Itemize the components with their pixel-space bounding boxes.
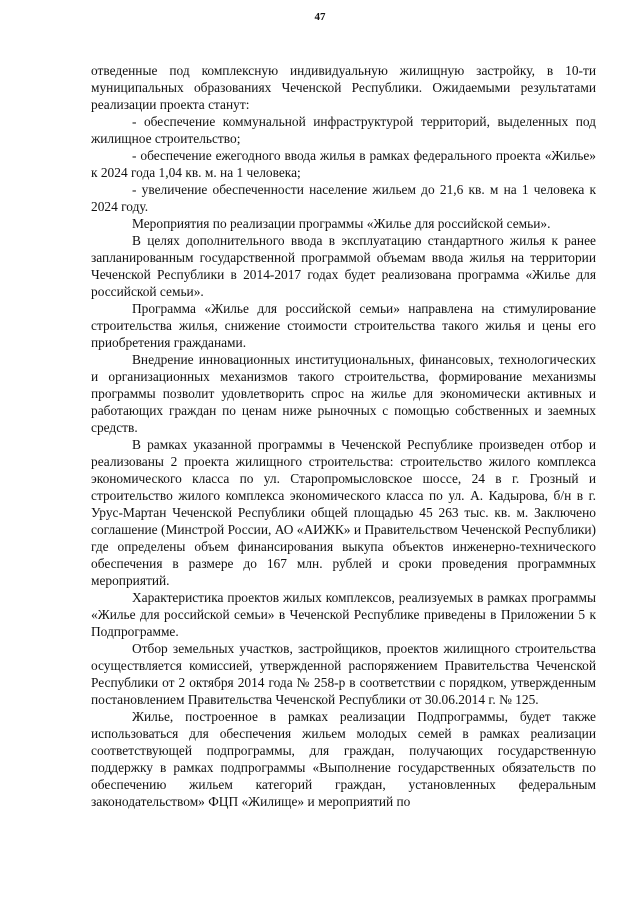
list-item-infrastructure: - обеспечение коммунальной инфраструктурой территорий, выделенных под жилищное строительство; <box>91 114 596 146</box>
page-number: 47 <box>314 11 326 23</box>
paragraph-program-purpose: Программа «Жилье для российской семьи» направлена на стимулирование строительства жилья, снижение стоимости строительства такого жилья и цены его приобретения гражданами. <box>91 301 596 350</box>
paragraph-implementation-mechanisms: Внедрение инновационных институциональных, финансовых, технологических и организационных механизмов такого строительства, формирование механизмы программы позволит удовлетворить спрос на жилье для экономически активных и работающих граждан по ценам ниже рыночных с помощью собственных и заемных средств. <box>91 352 596 435</box>
body-text <box>91 62 596 810</box>
paragraph-project-characteristics: Характеристика проектов жилых комплексов, реализуемых в рамках программы «Жилье для российской семьи» в Чеченской Республике приведены в Приложении 5 к Подпрограмме. <box>91 590 596 639</box>
paragraph-additional-commissioning: В целях дополнительного ввода в эксплуатацию стандартного жилья к ранее запланированным государственной программой объемам ввода жилья на территории Чеченской Республики в 2014-2017 годах будет реализована программа «Жилье для российской семьи». <box>91 233 596 299</box>
paragraph-selection-process: Отбор земельных участков, застройщиков, проектов жилищного строительства осуществляется комиссией, утвержденной распоряжением Правительства Чеченской Республики от 2 октября 2014 года № 258-р в соответствии с порядком, утвержденным постановлением Правительства Чеченской Республики от 30.06.2014 г. № 125. <box>91 641 596 707</box>
paragraph-intro-continuation: отведенные под комплексную индивидуальную жилищную застройку, в 10-ти муниципальных образованиях Чеченской Республики. Ожидаемыми результатами реализации проекта станут: <box>91 63 596 112</box>
list-item-housing-provision: - увеличение обеспеченности население жильем до 21,6 кв. м на 1 человека к 2024 году. <box>91 182 596 214</box>
list-item-annual-housing: - обеспечение ежегодного ввода жилья в рамках федерального проекта «Жилье» к 2024 года 1,04 кв. м. на 1 человека; <box>91 148 596 180</box>
paragraph-selected-projects: В рамках указанной программы в Чеченской Республике произведен отбор и реализованы 2 проекта жилищного строительства: строительство жилого комплекса экономического класса по ул. Старопромысловское шоссе, 24 в г. Грозный и строительство жилого комплекса экономического класса по ул. А. Кадырова, б/н в г. Урус-Мартан Чеченской Республики общей площадью 45 263 тыс. кв. м. Заключено соглашение (Минстрой России, АО «АИЖК» и Правительством Чеченской Республики) где определены объем финансирования выкупа объектов инженерно-технического обеспечения в размере до 167 млн. рублей и сроки проведения программных мероприятий. <box>91 437 596 588</box>
paragraph-housing-use: Жилье, построенное в рамках реализации Подпрограммы, будет также использоваться для обеспечения жильем молодых семей в рамках реализации соответствующей подпрограммы, для граждан, получающих государственную поддержку в рамках подпрограммы «Выполнение государственных обязательств по обеспечению жильем категорий граждан, установленных федеральным законодательством» ФЦП «Жилище» и мероприятий по <box>91 709 596 809</box>
paragraph-program-measures-heading: Мероприятия по реализации программы «Жилье для российской семьи». <box>132 216 551 231</box>
